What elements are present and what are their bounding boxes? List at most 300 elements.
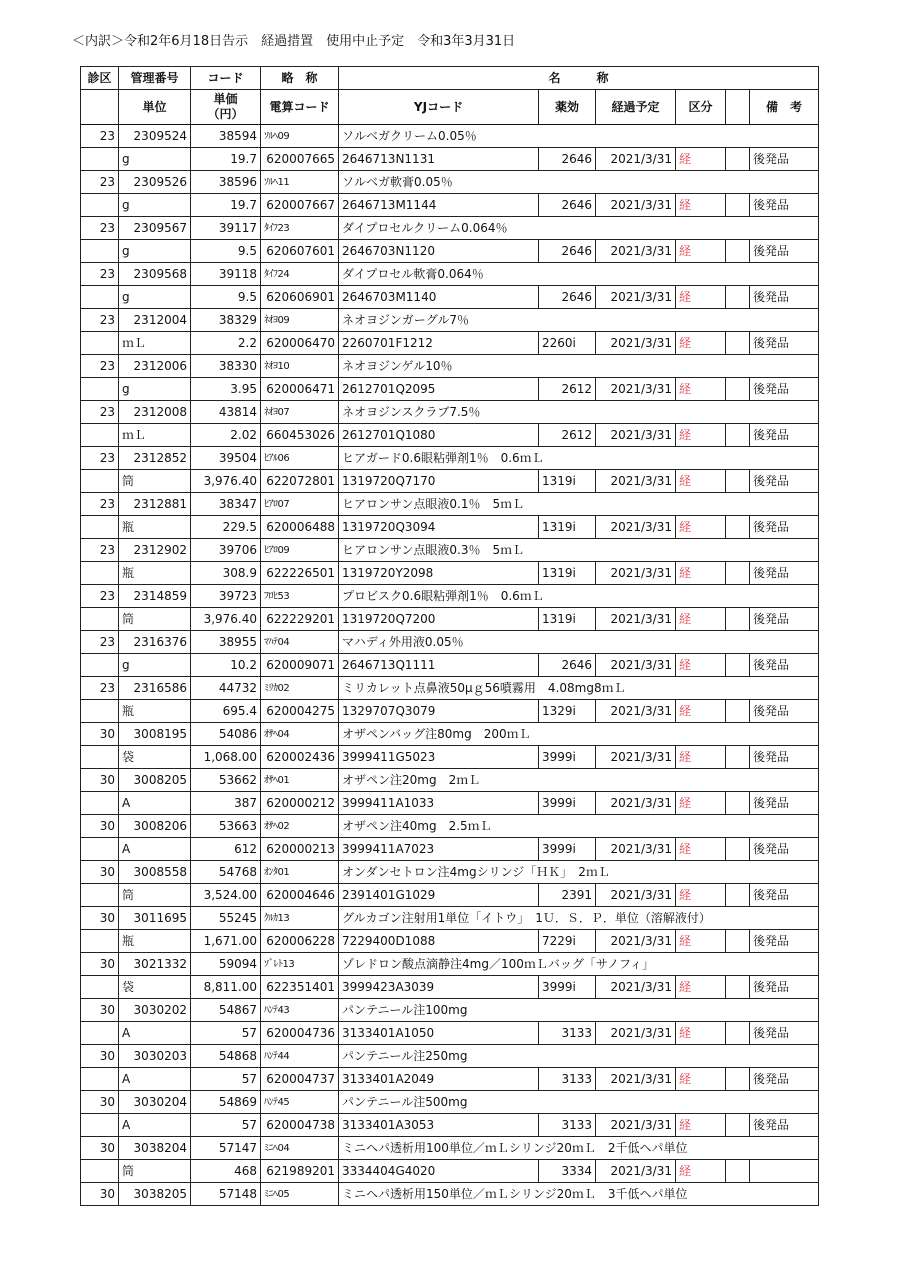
extra-cell (726, 1022, 750, 1045)
price-cell: 2.2 (191, 332, 261, 355)
yj-cell: 2612701Q1080 (339, 424, 539, 447)
kanri-cell: 3038205 (119, 1183, 191, 1206)
table-row (81, 999, 819, 1022)
table-row-detail (81, 240, 819, 263)
code-cell: 55245 (191, 907, 261, 930)
table-row (81, 1183, 819, 1206)
kanri-cell: 3008205 (119, 769, 191, 792)
unit-cell: ｍＬ (119, 424, 191, 447)
blank-cell (81, 470, 119, 493)
keika-cell: 2021/3/31 (596, 378, 676, 401)
yakko-cell: 3133 (539, 1022, 596, 1045)
ryaku-cell: ﾈｵﾖ09 (261, 309, 339, 332)
yakko-cell: 2646 (539, 286, 596, 309)
blank-cell (81, 884, 119, 907)
kanri-cell: 3008206 (119, 815, 191, 838)
keika-cell: 2021/3/31 (596, 332, 676, 355)
col-ryaku: 略 称 (261, 67, 339, 90)
extra-cell (726, 608, 750, 631)
header-note: ＜内訳＞令和2年6月18日告示 経過措置 使用中止予定 令和3年3月31日 (72, 34, 516, 49)
ryaku-cell: ﾋｱﾙ06 (261, 447, 339, 470)
unit-cell: ｍＬ (119, 332, 191, 355)
table-row-detail (81, 976, 819, 999)
yakko-cell: 3999i (539, 792, 596, 815)
unit-cell: A (119, 838, 191, 861)
biko-cell: 後発品 (750, 470, 819, 493)
shinku-cell: 30 (81, 1091, 119, 1114)
unit-cell: g (119, 378, 191, 401)
kubun-cell: 経 (676, 240, 726, 263)
table-row-detail (81, 562, 819, 585)
blank-cell (81, 240, 119, 263)
kanri-cell: 3021332 (119, 953, 191, 976)
shinku-cell: 23 (81, 217, 119, 240)
kanri-cell: 3008195 (119, 723, 191, 746)
unit-cell: 瓶 (119, 700, 191, 723)
extra-cell (726, 148, 750, 171)
code-cell: 39118 (191, 263, 261, 286)
blank-cell (81, 562, 119, 585)
table-row (81, 401, 819, 424)
drug-name-cell: ソルベガ軟膏0.05％ (339, 171, 819, 194)
shinku-cell: 23 (81, 447, 119, 470)
price-cell: 695.4 (191, 700, 261, 723)
drug-name-cell: ダイプロセルクリーム0.064％ (339, 217, 819, 240)
densan-cell: 622072801 (261, 470, 339, 493)
kubun-cell: 経 (676, 1068, 726, 1091)
code-cell: 44732 (191, 677, 261, 700)
extra-cell (726, 746, 750, 769)
keika-cell: 2021/3/31 (596, 516, 676, 539)
kanri-cell: 2316376 (119, 631, 191, 654)
densan-cell: 620606901 (261, 286, 339, 309)
ryaku-cell: ﾊﾝﾃ44 (261, 1045, 339, 1068)
code-cell: 53662 (191, 769, 261, 792)
biko-cell: 後発品 (750, 148, 819, 171)
code-cell: 59094 (191, 953, 261, 976)
extra-cell (726, 240, 750, 263)
keika-cell: 2021/3/31 (596, 148, 676, 171)
price-cell: 9.5 (191, 286, 261, 309)
yakko-cell: 2260i (539, 332, 596, 355)
biko-cell: 後発品 (750, 1068, 819, 1091)
keika-cell: 2021/3/31 (596, 792, 676, 815)
yj-cell: 2612701Q2095 (339, 378, 539, 401)
yakko-cell: 2646 (539, 654, 596, 677)
table-row-detail (81, 286, 819, 309)
unit-cell: 袋 (119, 746, 191, 769)
header-row-2 (81, 90, 819, 125)
drug-name-cell: パンテニール注500mg (339, 1091, 819, 1114)
yakko-cell: 1319i (539, 516, 596, 539)
yj-cell: 2260701F1212 (339, 332, 539, 355)
blank-cell (81, 1160, 119, 1183)
ryaku-cell: ｸﾙｶ13 (261, 907, 339, 930)
yakko-cell: 1319i (539, 470, 596, 493)
unit-cell: g (119, 654, 191, 677)
ryaku-cell: ｵﾝﾀ01 (261, 861, 339, 884)
shinku-cell: 23 (81, 125, 119, 148)
shinku-cell: 30 (81, 723, 119, 746)
yakko-cell: 2646 (539, 240, 596, 263)
ryaku-cell: ｵｻﾍ01 (261, 769, 339, 792)
yj-cell: 2391401G1029 (339, 884, 539, 907)
drug-name-cell: ダイプロセル軟膏0.064％ (339, 263, 819, 286)
densan-cell: 622229201 (261, 608, 339, 631)
table-row-detail (81, 838, 819, 861)
yakko-cell: 3133 (539, 1114, 596, 1137)
table-row (81, 953, 819, 976)
code-cell: 39117 (191, 217, 261, 240)
kanri-cell: 2314859 (119, 585, 191, 608)
yakko-cell: 7229i (539, 930, 596, 953)
price-cell: 308.9 (191, 562, 261, 585)
densan-cell: 620607601 (261, 240, 339, 263)
ryaku-cell: ｵｻﾍ02 (261, 815, 339, 838)
col-keika: 経過予定 (596, 90, 676, 125)
table-row-detail (81, 1114, 819, 1137)
blank-cell (81, 332, 119, 355)
kubun-cell: 経 (676, 930, 726, 953)
blank-cell (81, 424, 119, 447)
price-cell: 9.5 (191, 240, 261, 263)
table-row (81, 355, 819, 378)
biko-cell: 後発品 (750, 1114, 819, 1137)
kubun-cell: 経 (676, 332, 726, 355)
biko-cell: 後発品 (750, 976, 819, 999)
unit-cell: 瓶 (119, 516, 191, 539)
ryaku-cell: ｵｻﾍ04 (261, 723, 339, 746)
keika-cell: 2021/3/31 (596, 884, 676, 907)
kanri-cell: 2312902 (119, 539, 191, 562)
blank-cell (81, 654, 119, 677)
ryaku-cell: ﾋｱﾛ07 (261, 493, 339, 516)
ryaku-cell: ﾊﾝﾃ43 (261, 999, 339, 1022)
kanri-cell: 2312006 (119, 355, 191, 378)
shinku-cell: 30 (81, 907, 119, 930)
keika-cell: 2021/3/31 (596, 976, 676, 999)
table-row (81, 815, 819, 838)
biko-cell (750, 1160, 819, 1183)
kanri-cell: 2312004 (119, 309, 191, 332)
unit-cell: A (119, 1068, 191, 1091)
table-row (81, 861, 819, 884)
kanri-cell: 3038204 (119, 1137, 191, 1160)
keika-cell: 2021/3/31 (596, 1114, 676, 1137)
price-cell: 387 (191, 792, 261, 815)
keika-cell: 2021/3/31 (596, 930, 676, 953)
biko-cell: 後発品 (750, 286, 819, 309)
drug-name-cell: オンダンセトロン注4mgシリンジ「ＨＫ」 2ｍＬ (339, 861, 819, 884)
code-cell: 43814 (191, 401, 261, 424)
extra-cell (726, 976, 750, 999)
extra-cell (726, 1068, 750, 1091)
kubun-cell: 経 (676, 378, 726, 401)
keika-cell: 2021/3/31 (596, 654, 676, 677)
price-cell: 3,976.40 (191, 470, 261, 493)
biko-cell: 後発品 (750, 838, 819, 861)
table-row-detail (81, 700, 819, 723)
blank-cell (81, 792, 119, 815)
price-cell: 2.02 (191, 424, 261, 447)
ryaku-cell: ﾐﾆﾍ05 (261, 1183, 339, 1206)
drug-name-cell: ゾレドロン酸点滴静注4mg／100ｍＬバッグ「サノフィ」 (339, 953, 819, 976)
ryaku-cell: ﾊﾝﾃ45 (261, 1091, 339, 1114)
keika-cell: 2021/3/31 (596, 838, 676, 861)
table-row-detail (81, 746, 819, 769)
table-body (81, 125, 819, 1206)
kubun-cell: 経 (676, 746, 726, 769)
col-yakko: 薬効 (539, 90, 596, 125)
drug-name-cell: オザペン注40mg 2.5ｍＬ (339, 815, 819, 838)
col-extra (726, 90, 750, 125)
unit-cell: A (119, 1114, 191, 1137)
ryaku-cell: ﾈｵﾖ07 (261, 401, 339, 424)
price-cell: 1,671.00 (191, 930, 261, 953)
kubun-cell: 経 (676, 838, 726, 861)
code-cell: 54768 (191, 861, 261, 884)
table-row (81, 447, 819, 470)
blank-cell (81, 700, 119, 723)
keika-cell: 2021/3/31 (596, 470, 676, 493)
table-row-detail (81, 930, 819, 953)
biko-cell: 後発品 (750, 1022, 819, 1045)
densan-cell: 620006228 (261, 930, 339, 953)
shinku-cell: 30 (81, 815, 119, 838)
kubun-cell: 経 (676, 1160, 726, 1183)
drug-name-cell: ミニヘパ透析用100単位／ｍＬシリンジ20ｍＬ 2千低ヘパ単位 (339, 1137, 819, 1160)
code-cell: 54867 (191, 999, 261, 1022)
densan-cell: 620009071 (261, 654, 339, 677)
yakko-cell: 2612 (539, 378, 596, 401)
densan-cell: 620004738 (261, 1114, 339, 1137)
ryaku-cell: ｿﾙﾍ09 (261, 125, 339, 148)
kanri-cell: 2312881 (119, 493, 191, 516)
blank-cell (81, 976, 119, 999)
drug-name-cell: ミニヘパ透析用150単位／ｍＬシリンジ20ｍＬ 3千低ヘパ単位 (339, 1183, 819, 1206)
table-row (81, 1137, 819, 1160)
yakko-cell: 1319i (539, 608, 596, 631)
code-cell: 57147 (191, 1137, 261, 1160)
yj-cell: 3999411G5023 (339, 746, 539, 769)
densan-cell: 622351401 (261, 976, 339, 999)
extra-cell (726, 424, 750, 447)
yj-cell: 1319720Q3094 (339, 516, 539, 539)
kanri-cell: 2309568 (119, 263, 191, 286)
yj-cell: 2646703M1140 (339, 286, 539, 309)
yj-cell: 3133401A1050 (339, 1022, 539, 1045)
price-cell: 3.95 (191, 378, 261, 401)
kubun-cell: 経 (676, 1114, 726, 1137)
unit-cell: g (119, 286, 191, 309)
shinku-cell: 23 (81, 585, 119, 608)
code-cell: 38347 (191, 493, 261, 516)
extra-cell (726, 884, 750, 907)
kanri-cell: 2312008 (119, 401, 191, 424)
yj-cell: 2646703N1120 (339, 240, 539, 263)
table-row (81, 769, 819, 792)
kanri-cell: 2309567 (119, 217, 191, 240)
yj-cell: 3133401A3053 (339, 1114, 539, 1137)
price-cell: 10.2 (191, 654, 261, 677)
keika-cell: 2021/3/31 (596, 562, 676, 585)
densan-cell: 620007665 (261, 148, 339, 171)
col-name: 名 称 (339, 67, 819, 90)
code-cell: 38329 (191, 309, 261, 332)
extra-cell (726, 332, 750, 355)
code-cell: 53663 (191, 815, 261, 838)
extra-cell (726, 700, 750, 723)
price-cell: 19.7 (191, 148, 261, 171)
drug-name-cell: ネオヨジンスクラブ7.5％ (339, 401, 819, 424)
unit-cell: 瓶 (119, 562, 191, 585)
blank-cell (81, 286, 119, 309)
code-cell: 54086 (191, 723, 261, 746)
kubun-cell: 経 (676, 516, 726, 539)
price-cell: 612 (191, 838, 261, 861)
table-row (81, 585, 819, 608)
extra-cell (726, 286, 750, 309)
shinku-cell: 30 (81, 769, 119, 792)
unit-cell: 筒 (119, 470, 191, 493)
kubun-cell: 経 (676, 976, 726, 999)
yj-cell: 2646713Q1111 (339, 654, 539, 677)
biko-cell: 後発品 (750, 194, 819, 217)
code-cell: 57148 (191, 1183, 261, 1206)
code-cell: 54869 (191, 1091, 261, 1114)
blank-cell (81, 838, 119, 861)
drug-table (80, 66, 819, 1206)
ryaku-cell: ﾏﾊﾃ04 (261, 631, 339, 654)
drug-name-cell: ミリカレット点鼻液50μｇ56噴霧用 4.08mg8ｍＬ (339, 677, 819, 700)
ryaku-cell: ﾐﾘｶ02 (261, 677, 339, 700)
col-price: 単価 （円） (191, 90, 261, 125)
kanri-cell: 3030204 (119, 1091, 191, 1114)
table-row-detail (81, 194, 819, 217)
extra-cell (726, 194, 750, 217)
kubun-cell: 経 (676, 194, 726, 217)
keika-cell: 2021/3/31 (596, 1022, 676, 1045)
kubun-cell: 経 (676, 148, 726, 171)
shinku-cell: 30 (81, 1137, 119, 1160)
drug-name-cell: ヒアロンサン点眼液0.1％ 5ｍＬ (339, 493, 819, 516)
densan-cell: 620006470 (261, 332, 339, 355)
densan-cell: 622226501 (261, 562, 339, 585)
table-row (81, 723, 819, 746)
shinku-cell: 23 (81, 401, 119, 424)
yj-cell: 3999411A7023 (339, 838, 539, 861)
kanri-cell: 3030203 (119, 1045, 191, 1068)
densan-cell: 620000213 (261, 838, 339, 861)
densan-cell: 620007667 (261, 194, 339, 217)
col-blank (81, 90, 119, 125)
yj-cell: 3133401A2049 (339, 1068, 539, 1091)
code-cell: 54868 (191, 1045, 261, 1068)
col-code: コード (191, 67, 261, 90)
kanri-cell: 2309524 (119, 125, 191, 148)
table-row-detail (81, 516, 819, 539)
yj-cell: 7229400D1088 (339, 930, 539, 953)
table-row-detail (81, 654, 819, 677)
table-row (81, 171, 819, 194)
densan-cell: 620004737 (261, 1068, 339, 1091)
kubun-cell: 経 (676, 470, 726, 493)
table-row-detail (81, 792, 819, 815)
biko-cell: 後発品 (750, 930, 819, 953)
keika-cell: 2021/3/31 (596, 746, 676, 769)
kubun-cell: 経 (676, 424, 726, 447)
shinku-cell: 30 (81, 1183, 119, 1206)
price-cell: 3,976.40 (191, 608, 261, 631)
yakko-cell: 3999i (539, 838, 596, 861)
densan-cell: 620006488 (261, 516, 339, 539)
blank-cell (81, 608, 119, 631)
code-cell: 38596 (191, 171, 261, 194)
biko-cell: 後発品 (750, 332, 819, 355)
yakko-cell: 2612 (539, 424, 596, 447)
drug-name-cell: プロビスク0.6眼粘弾剤1％ 0.6ｍＬ (339, 585, 819, 608)
col-densan: 電算コード (261, 90, 339, 125)
shinku-cell: 23 (81, 631, 119, 654)
kanri-cell: 2312852 (119, 447, 191, 470)
price-cell: 57 (191, 1022, 261, 1045)
keika-cell: 2021/3/31 (596, 700, 676, 723)
densan-cell: 620004275 (261, 700, 339, 723)
table-row (81, 493, 819, 516)
drug-name-cell: ネオヨジンゲル10％ (339, 355, 819, 378)
ryaku-cell: ﾀｲﾌ23 (261, 217, 339, 240)
drug-name-cell: ソルベガクリーム0.05％ (339, 125, 819, 148)
yakko-cell: 3334 (539, 1160, 596, 1183)
table-row (81, 217, 819, 240)
kanri-cell: 2316586 (119, 677, 191, 700)
keika-cell: 2021/3/31 (596, 1160, 676, 1183)
price-cell: 8,811.00 (191, 976, 261, 999)
kubun-cell: 経 (676, 884, 726, 907)
shinku-cell: 30 (81, 1045, 119, 1068)
yj-cell: 3999411A1033 (339, 792, 539, 815)
table-row-detail (81, 470, 819, 493)
densan-cell: 620004646 (261, 884, 339, 907)
keika-cell: 2021/3/31 (596, 240, 676, 263)
price-cell: 57 (191, 1068, 261, 1091)
biko-cell: 後発品 (750, 700, 819, 723)
kubun-cell: 経 (676, 286, 726, 309)
ryaku-cell: ﾀｲﾌ24 (261, 263, 339, 286)
kanri-cell: 3008558 (119, 861, 191, 884)
keika-cell: 2021/3/31 (596, 286, 676, 309)
table-row-detail (81, 378, 819, 401)
unit-cell: g (119, 148, 191, 171)
blank-cell (81, 516, 119, 539)
unit-cell: 袋 (119, 976, 191, 999)
yakko-cell: 2646 (539, 148, 596, 171)
code-cell: 38594 (191, 125, 261, 148)
price-cell: 19.7 (191, 194, 261, 217)
price-cell: 1,068.00 (191, 746, 261, 769)
table-row (81, 907, 819, 930)
biko-cell: 後発品 (750, 516, 819, 539)
ryaku-cell: ｿﾞﾚﾄ13 (261, 953, 339, 976)
table-row (81, 677, 819, 700)
blank-cell (81, 930, 119, 953)
blank-cell (81, 1022, 119, 1045)
unit-cell: A (119, 1022, 191, 1045)
table-row (81, 263, 819, 286)
kubun-cell: 経 (676, 562, 726, 585)
densan-cell: 620000212 (261, 792, 339, 815)
yakko-cell: 1329i (539, 700, 596, 723)
